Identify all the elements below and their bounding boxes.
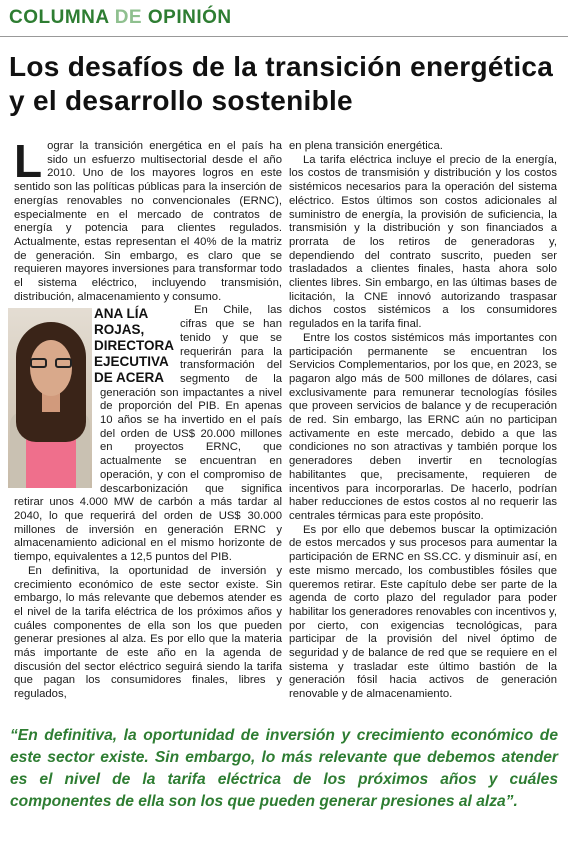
- paragraph-5: La tarifa eléctrica incluye el precio de la energía, los costos de transmisión y distribución y los costos sistémicos necesarios para la operación del sistema eléctrico. Estos últimos son costos adicionales al suministro de energía, la provisión de suficiencia, la transmisión y la distribución y son financiados a prorrata de los retiros de generadoras y, dependiendo del contrato suscrito, pueden ser trasladados a clientes finales, hasta ahora solo clientes libres. Sin embargo, en las últimas bases de licitación, la CNE innovó autorizando traspasar dichos costos sistémicos a los consumidores regulados en la tarifa final.: [289, 153, 557, 331]
- article-column-right: [289, 140, 557, 702]
- article-column-left: [14, 135, 282, 702]
- section-label-end: OPINIÓN: [147, 7, 232, 28]
- section-label-main: COLUMNA: [9, 7, 109, 28]
- drop-cap: L: [14, 135, 43, 187]
- header-divider: [0, 36, 568, 37]
- section-label: [9, 7, 232, 29]
- pull-quote: “En definitiva, la oportunidad de inversión y crecimiento económico de este sector existe. Sin embargo, lo más relevante que debemos atender es el nivel de la tarifa eléctrica de los próximos años y cuáles componentes de ella son los que pueden generar presiones al alza”.: [10, 727, 558, 810]
- paragraph-3: En definitiva, la oportunidad de inversión y crecimiento económico de este sector existe. Sin embargo, lo más relevante que debemos atender es el nivel de la tarifa eléctrica de los próximos años y cuáles componentes de ella son los que pueden generar presiones al alza. Es por ello que la materia más importante de este año en la agenda de discusión del sector eléctrico seguirá siendo la tarifa que pagan los consumidores finales, libres y regulados,: [14, 564, 282, 701]
- article-headline: Los desafíos de la transición energética y el desarrollo sostenible: [9, 51, 554, 116]
- paragraph-1: [14, 135, 282, 304]
- paragraph-7: Es por ello que debemos buscar la optimización de estos mercados y sus procesos para aumentar la participación de ERNC en SS.CC. y disminuir así, en este mismo mercado, los combustibles fósiles que queremos retirar. Este capítulo debe ser parte de la agenda de corto plazo del regulador para poder habilitar los generadores renovables con incentivos y, por cierto, con exigencias tecnológicas, para participar de la provisión del nivel óptimo de seguridad y de balance de red que se requiere en el sistema y trasladar este último bastión de la generación fósil hacia activos de generación renovable y de almacenamiento.: [289, 523, 557, 701]
- paragraph-1-text: ograr la transición energética en el país ha sido un esfuerzo multisectorial desde el año 2010. Uno de los mayores logros en este sentido son las políticas públicas para la inserción de energías renovables no convencionales (ERNC), especialmente en el mercado de contratos de energía y potencia para clientes regulados. Actualmente, estas representan el 40% de la matriz de generación. Sin embargo, es claro que se requieren mayores inversiones para transformar todo el sistema eléctrico, incluyendo transmisión, distribución, almacenamiento y consumo.: [14, 140, 282, 303]
- paragraph-2: En Chile, las cifras que se han tenido y que se requerirán para la transformación del segmento de la generación son impactantes a nivel de proporción del PIB. En apenas 10 años se ha invertido en el país del orden de US$ 20.000 millones en proyectos ERNC, que actualmente se encuentran en operación, y con el compromiso de descarbonización que significa retirar unos 4.000 MW de carbón a más tardar al 2040, lo que requerirá del orden de US$ 30.000 millones de inversión en generación ERNC y almacenamiento adicional en el mismo horizonte de tiempo, equivalentes a 12,5 puntos del PIB.: [14, 304, 282, 564]
- paragraph-4: en plena transición energética.: [289, 140, 443, 152]
- paragraph-6: Entre los costos sistémicos más importantes con participación permanente se encuentran los Servicios Complementarios, por los que, en 2023, se pagaron algo más de 500 millones de dólares, casi exclusivamente para remunerar tecnologías fósiles que proveen servicios de balance y de recuperación de red. Sin embargo, las ERNC aún no participan activamente en este mercado, debido a que las condiciones no son atractivas y también porque los generadores deben invertir en tecnologías habilitantes que, precisamente, requieren de incentivos para incorporarlas. De hacerlo, podrían haber reducciones de estos costos al no requerir las centrales térmicas para este propósito.: [289, 331, 557, 522]
- author-caption: ANA LÍA ROJAS, DIRECTORA EJECUTIVA DE ACERA: [94, 306, 174, 386]
- section-label-de: DE: [114, 7, 143, 28]
- author-photo: [8, 308, 92, 488]
